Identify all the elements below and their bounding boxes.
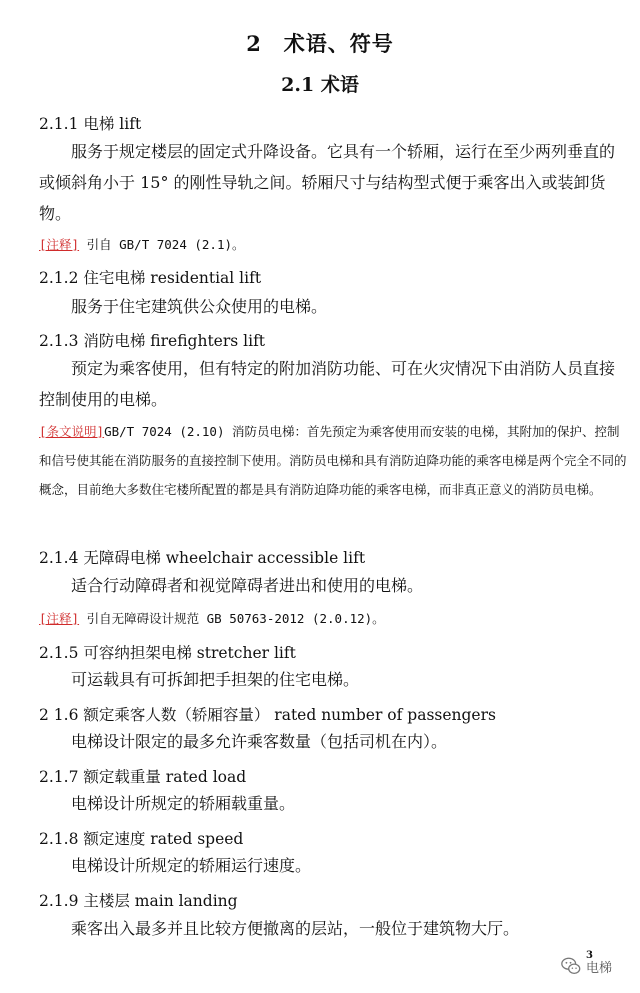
note-2-1-4 <box>39 604 627 633</box>
note-2-1-3 <box>39 417 627 504</box>
term-2-1-5: 2.1.5 可容纳担架电梯 stretcher lift <box>39 644 296 662</box>
definition-2-1-4: 适合行动障碍者和视觉障碍者进出和使用的电梯。 <box>71 576 424 595</box>
definition-2-1-7: 电梯设计所规定的轿厢载重量。 <box>71 794 296 813</box>
term-2-1-8: 2.1.8 额定速度 rated speed <box>39 830 244 848</box>
term-2-1-1: 2.1.1 电梯 lift <box>39 115 142 133</box>
note-tag: [注释] <box>39 237 80 252</box>
note-tag: [注释] <box>39 611 80 626</box>
note-tag: [条文说明] <box>39 424 105 439</box>
definition-2-1-2: 服务于住宅建筑供公众使用的电梯。 <box>71 297 328 316</box>
term-2-1-2: 2.1.2 住宅电梯 residential lift <box>39 269 262 287</box>
wechat-icon <box>560 955 582 977</box>
definition-2-1-6: 电梯设计限定的最多允许乘客数量（包括司机在内）。 <box>71 732 448 751</box>
watermark-label: 电梯 <box>586 960 613 976</box>
term-2-1-9: 2.1.9 主楼层 main landing <box>39 892 238 910</box>
note-text: 引自 GB/T 7024 (2.1)。 <box>79 237 245 252</box>
definition-2-1-1: 服务于规定楼层的固定式升降设备。它具有一个轿厢，运行在至少两列垂直的或倾斜角小于 15° 的刚性导轨之间。轿厢尺寸与结构型式便于乘客出入或装卸货物。 <box>39 142 616 223</box>
section-heading: 2.1 术语 <box>281 74 359 96</box>
definition-2-1-5: 可运载具有可拆卸把手担架的住宅电梯。 <box>71 670 360 689</box>
term-2-1-6: 2 1.6 额定乘客人数（轿厢容量） rated number of passengers <box>39 706 496 724</box>
definition-2-1-8: 电梯设计所规定的轿厢运行速度。 <box>71 856 312 875</box>
note-2-1-1 <box>39 230 627 259</box>
term-2-1-4: 2.1.4 无障碍电梯 wheelchair accessible lift <box>39 549 366 567</box>
page-number: 3 <box>586 950 593 961</box>
term-2-1-3: 2.1.3 消防电梯 firefighters lift <box>39 332 266 350</box>
chapter-heading: 2 术语、符号 <box>246 31 394 56</box>
watermark <box>560 955 612 977</box>
definition-2-1-3: 预定为乘客使用，但有特定的附加消防功能、可在火灾情况下由消防人员直接控制使用的电梯。 <box>39 359 616 409</box>
term-2-1-7: 2.1.7 额定载重量 rated load <box>39 768 247 786</box>
definition-2-1-9: 乘客出入最多并且比较方便撤离的层站，一般位于建筑物大厅。 <box>71 919 520 938</box>
note-text: 引自无障碍设计规范 GB 50763-2012 (2.0.12)。 <box>79 611 385 626</box>
note-text: GB/T 7024 (2.10) 消防员电梯：首先预定为乘客使用而安装的电梯，其附加的保护、控制和信号使其能在消防服务的直接控制下使用。消防员电梯和具有消防迫降功能的乘客电梯是两个完全不同的概念，目前绝大多数住宅楼所配置的都是具有消防迫降功能的乘客电梯，而非真正意义的消防员电梯。 <box>39 424 627 497</box>
